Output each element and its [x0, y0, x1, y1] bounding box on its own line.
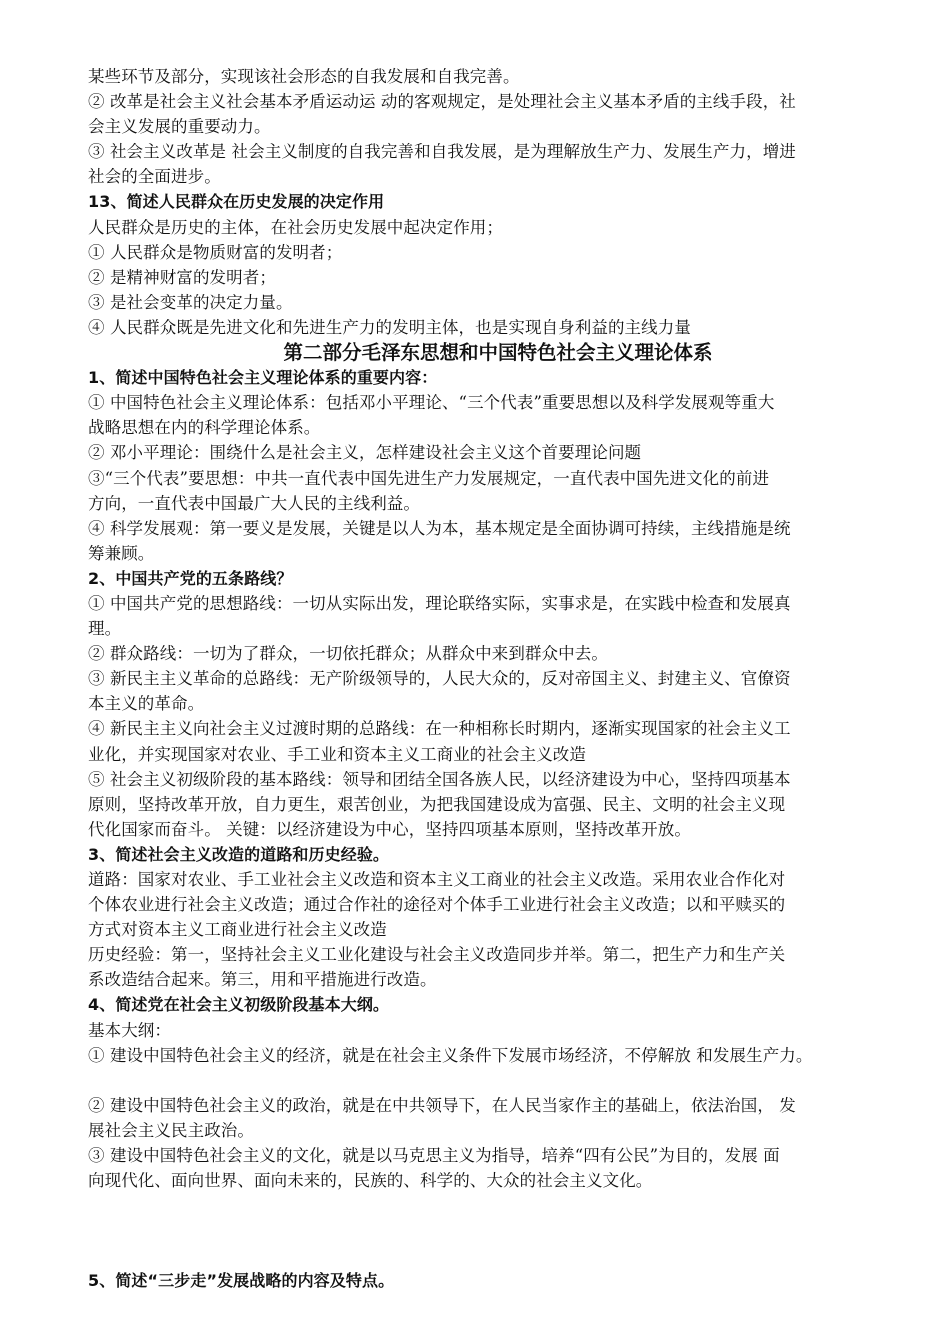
text-line: 某些环节及部分，实现该社会形态的自我发展和自我完善。 — [88, 67, 520, 86]
text-line: 人民群众是历史的主体，在社会历史发展中起决定作用； — [88, 217, 503, 237]
text-line: 理。 — [88, 619, 122, 639]
text-line: ① 人民群众是物质财富的发明者； — [88, 242, 343, 262]
text-line: ② 邓小平理论：围绕什么是社会主义，怎样建设社会主义这个首要理论问题 — [88, 443, 642, 463]
text-line: ② 是精神财富的发明者； — [88, 267, 276, 287]
text-line: ③ 新民主主义革命的总路线：无产阶级领导的，人民大众的，反对帝国主义、封建主义、官僚资 — [88, 669, 791, 689]
text-line: ③ 是社会变革的决定力量。 — [88, 292, 293, 312]
text-line: ⑤ 社会主义初级阶段的基本路线：领导和团结全国各族人民，以经济建设为中心，坚持四项基本 — [88, 769, 791, 789]
text-line: 道路：国家对农业、手工业社会主义改造和资本主义工商业的社会主义改造。采用农业合作化对 — [88, 870, 786, 889]
question-heading: 1、简述中国特色社会主义理论体系的重要内容： — [88, 368, 438, 388]
text-line: ③ 社会主义改革是 社会主义制度的自我完善和自我发展，是为理解放生产力、发展生产力，增进 — [88, 142, 796, 162]
text-line: ① 建设中国特色社会主义的经济，就是在社会主义条件下发展市场经济，不停解放 和发展生产力。 — [88, 1045, 813, 1065]
text-line: 个体农业进行社会主义改造；通过合作社的途径对个体手工业进行社会主义改造；以和平赎买的 — [88, 895, 786, 915]
text-line: 基本大纲： — [88, 1020, 171, 1040]
text-line: ② 改革是社会主义社会基本矛盾运动运 动的客观规定，是处理社会主义基本矛盾的主线手段，社 — [88, 92, 796, 112]
text-line: ④ 人民群众既是先进文化和先进生产力的发明主体，也是实现自身利益的主线力量 — [88, 317, 691, 337]
question-heading: 2、中国共产党的五条路线？ — [88, 568, 293, 588]
text-line: 业化，并实现国家对农业、手工业和资本主义工商业的社会主义改造 — [88, 744, 586, 764]
text-line: 展社会主义民主政治。 — [88, 1120, 254, 1140]
text-line: ① 中国共产党的思想路线：一切从实际出发，理论联络实际，实事求是，在实践中检查和发展真 — [88, 593, 791, 613]
text-line: 会主义发展的重要动力。 — [88, 117, 271, 137]
text-line: 向现代化、面向世界、面向未来的，民族的、科学的、大众的社会主义文化。 — [88, 1171, 653, 1191]
text-line: 系改造结合起来。第三，用和平措施进行改造。 — [88, 970, 437, 990]
text-line: 原则，坚持改革开放，自力更生，艰苦创业，为把我国建设成为富强、民主、文明的社会主义现 — [88, 794, 786, 814]
section-title: 第二部分毛泽东思想和中国特色社会主义理论体系 — [283, 341, 713, 365]
text-line: 筹兼顾。 — [88, 543, 155, 563]
question-heading: 3、简述社会主义改造的道路和历史经验。 — [88, 844, 390, 864]
text-line: 方式对资本主义工商业进行社会主义改造 — [88, 920, 387, 940]
text-line: ③“三个代表”要思想：中共一直代表中国先进生产力发展规定，一直代表中国先进文化的前进 — [88, 468, 770, 488]
text-line: ④ 新民主主义向社会主义过渡时期的总路线：在一种相称长时期内，逐渐实现国家的社会主义工 — [88, 719, 791, 739]
text-line: ③ 建设中国特色社会主义的文化，就是以马克思主义为指导，培养“四有公民”为目的，发展 面 — [88, 1146, 780, 1166]
text-line: ④ 科学发展观：第一要义是发展，关键是以人为本，基本规定是全面协调可持续，主线措施是统 — [88, 518, 791, 538]
document-page — [88, 64, 908, 1293]
blank-space — [88, 1193, 908, 1268]
blank-line — [88, 1068, 908, 1093]
question-heading: 4、简述党在社会主义初级阶段基本大纲。 — [88, 995, 390, 1015]
text-line: 方向，一直代表中国最广大人民的主线利益。 — [88, 493, 420, 513]
text-line: ② 群众路线：一切为了群众，一切依托群众；从群众中来到群众中去。 — [88, 644, 608, 664]
text-line: 战略思想在内的科学理论体系。 — [88, 418, 321, 438]
question-heading: 5、简述“三步走”发展战略的内容及特点。 — [88, 1271, 395, 1291]
text-line: 本主义的革命。 — [88, 694, 205, 714]
text-line: ② 建设中国特色社会主义的政治，就是在中共领导下，在人民当家作主的基础上，依法治国， 发 — [88, 1095, 796, 1115]
text-line: 历史经验：第一，坚持社会主义工业化建设与社会主义改造同步并举。第二，把生产力和生产关 — [88, 945, 786, 965]
question-heading: 13、简述人民群众在历史发展的决定作用 — [88, 192, 385, 212]
text-line: 社会的全面进步。 — [88, 167, 221, 187]
text-line: 代化国家而奋斗。 关键：以经济建设为中心，坚持四项基本原则，坚持改革开放。 — [88, 819, 691, 839]
text-line: ① 中国特色社会主义理论体系：包括邓小平理论、“三个代表”重要思想以及科学发展观等重大 — [88, 393, 775, 413]
